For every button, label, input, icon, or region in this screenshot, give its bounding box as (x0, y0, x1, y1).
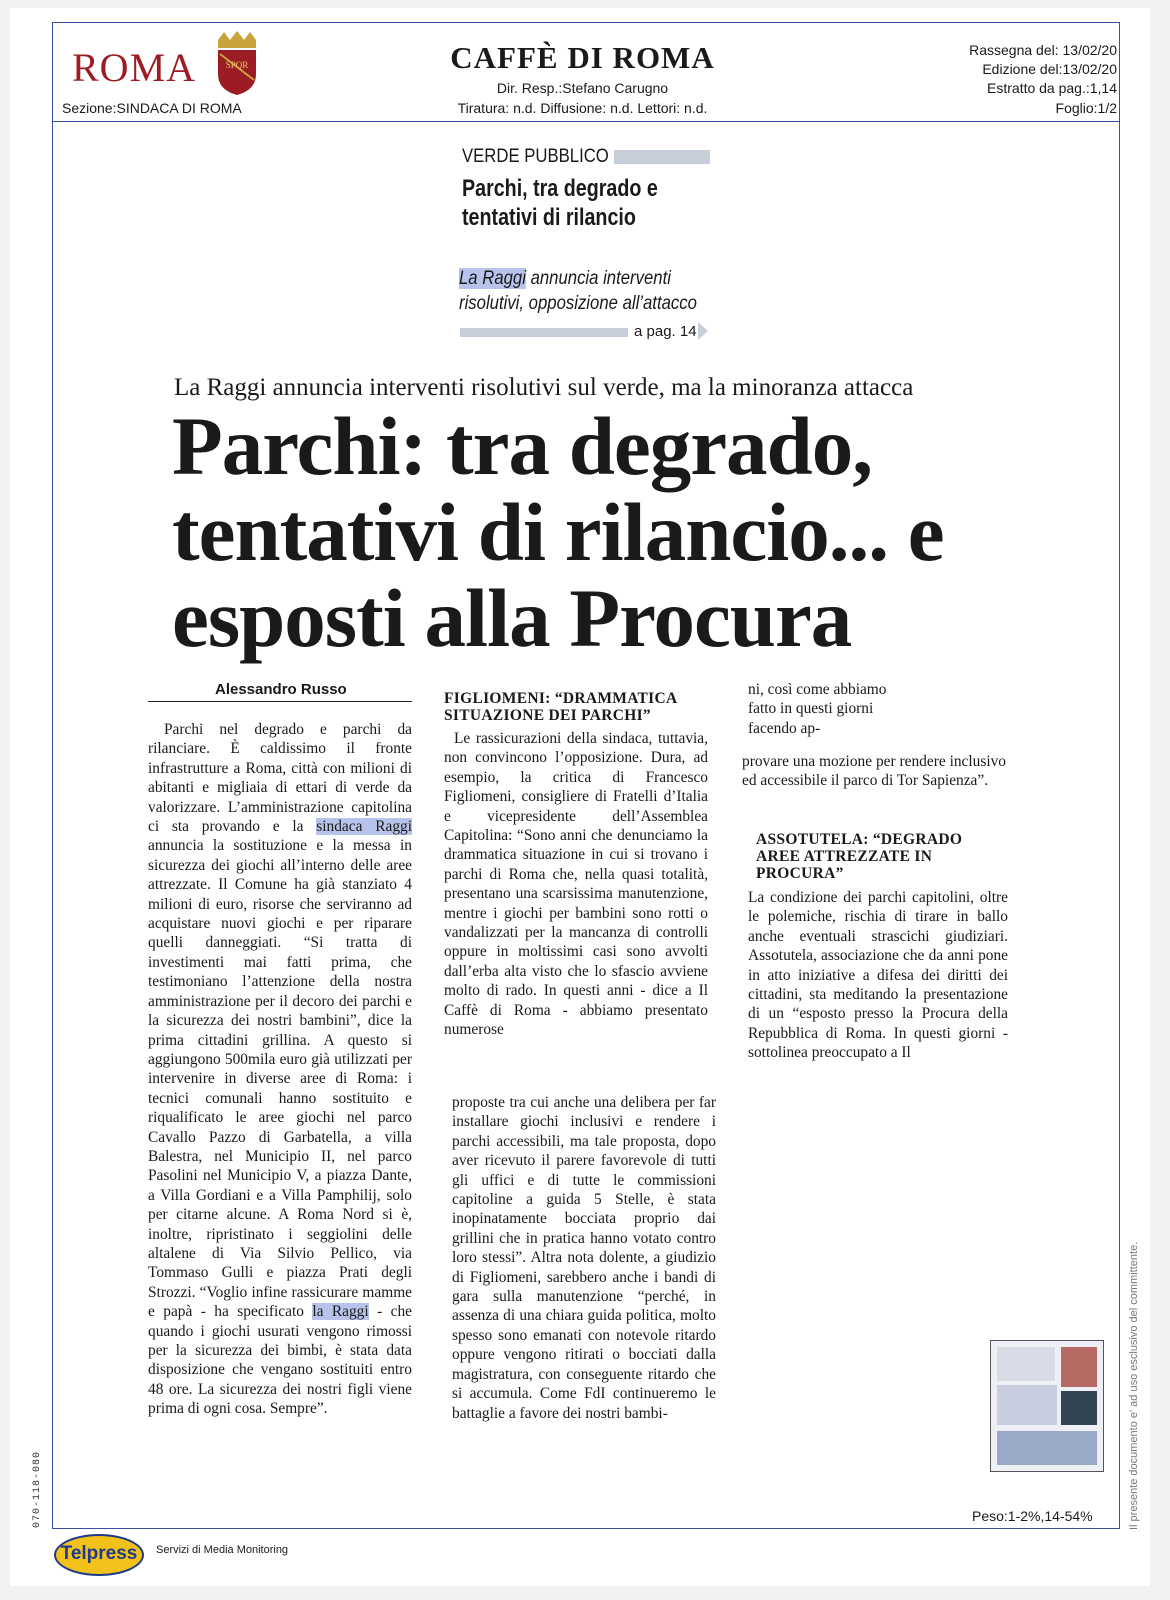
rassegna-date: Rassegna del: 13/02/20 (969, 42, 1117, 58)
headline-line2: tentativi di rilancio... e (172, 486, 944, 578)
col1-highlight-sindaca: sindaca Raggi (316, 818, 412, 836)
page-ref: a pag. 14 (634, 323, 697, 340)
teaser-kicker-bar (614, 150, 710, 164)
teaser-title-line2: tentativi di rilancio (462, 204, 636, 231)
col1-text-a: Parchi nel degrado e parchi da rilanciare. È caldissimo il fronte infrastrutture a Roma, città con milioni di abitanti e migliaia di ettari di verde da valorizzare. L’amministrazione capitolina ci sta provando e la (148, 721, 412, 836)
col3-text-b: provare una mozione per rendere inclusivo ed accessibile il parco di Tor Sapienza”. (742, 753, 1006, 790)
col3-text-c: La condizione dei parchi capitolini, oltre le polemiche, rischia di tirare in ballo anche eventuali strascichi giudiziari. Assotutela, associazione che da anni pone in atto iniziative a difesa dei diritti dei cittadini, sta meditando la presentazione di un “esposto presso la Procura della Repubblica di Roma. In questi giorni - sottolinea preoccupato a Il (748, 889, 1008, 1062)
masthead-title: CAFFÈ DI ROMA (450, 40, 715, 75)
teaser-sub-line2: risolutivi, opposizione all’attacco (459, 293, 697, 314)
article-overhead: La Raggi annuncia interventi risolutivi sul verde, ma la minoranza attacca (174, 374, 914, 401)
teaser-subtitle (459, 266, 723, 316)
circulation-line: Tiratura: n.d. Diffusione: n.d. Lettori: n.d. (457, 100, 708, 116)
byline: Alessandro Russo (215, 681, 347, 698)
service-label: Servizi di Media Monitoring (156, 1544, 289, 1556)
page-thumbnail (990, 1340, 1104, 1472)
section-label: Sezione:SINDACA DI ROMA (62, 100, 242, 116)
teaser-kicker: VERDE PUBBLICO (462, 146, 609, 167)
headline-line1: Parchi: tra degrado, (172, 400, 872, 492)
column-3-mid (742, 752, 1006, 791)
column-1 (148, 720, 412, 1419)
article-headline (172, 400, 1052, 664)
teaser-highlight: La Raggi (459, 268, 526, 289)
telpress-logo: Telpress (54, 1534, 144, 1576)
byline-rule (148, 701, 412, 702)
col1-highlight-raggi: la Raggi (312, 1303, 369, 1321)
document-code: 070-118-080 (32, 1450, 43, 1528)
teaser-title-line1: Parchi, tra degrado e (462, 175, 658, 202)
teaser-sub-rest: annuncia interventi (525, 268, 671, 289)
column-3-bottom (748, 888, 1008, 1063)
column-3-top (748, 680, 908, 738)
section-heading-assotutela: ASSOTUTELA: “DEGRADO AREE ATTREZZATE IN PROCURA” (756, 831, 963, 882)
col1-text-b: annuncia la sostituzione e la messa in sicurezza dei giochi all’interno delle aree attrezzate. Il Comune ha già stanziato 4 milioni di euro, risorse che serviranno ad acquistare nuovi giochi e per riparare quelli danneggiati. “Si tratta di investimenti mai fatti prima, che testimoniano l’attenzione della nostra amministrazione per il decoro dei parchi e la sicurezza dei nostri bambini”, dice la prima cittadini grillina. A questo si aggiungono 500mila euro già utilizzati per intervenire in diverse aree di Roma: i tecnici comunali hanno sostituito e riqualificato le aree giochi nel parco Cavallo Pazzo di Garbatella, a villa Balestra, nel Municipio II, nel parco Pasolini nel Municipio V, a piazza Dante, a Villa Gordiani e a Villa Pamphilij, solo per citarne alcune. A Roma Nord si è, inoltre, ripristinato i seggiolini delle altalene di Via Silvio Pellico, via Tommaso Gulli e piazza Prati degli Strozzi. “Voglio infine rassicurare mamme e papà - ha specificato (148, 837, 412, 1321)
col1-text-c: - che quando i giochi usurati vengono rimossi per la sicurezza dei bimbi, è stata data disposizione che vengano sostituiti entro 48 ore. La sicurezza dei nostri figli viene prima di ogni cosa. Sempre”. (148, 1303, 412, 1418)
peso-label: Peso:1-2%,14-54% (972, 1508, 1093, 1524)
col3-text-a: ni, così come abbiamo fatto in questi giorni facendo ap- (748, 681, 887, 737)
director-line: Dir. Resp.:Stefano Carugno (496, 80, 669, 96)
edizione-date: Edizione del:13/02/20 (982, 61, 1117, 77)
col2-text-b: proposte tra cui anche una delibera per far installare giochi inclusivi e rendere i parchi accessibili, ma tale proposta, dopo aver ricevuto il parere favorevole di tutti gli uffici e di tutte le commissioni capitoline a guida 5 Stelle, è stata inopinatamente bocciata proprio dai grillini che in pratica hanno votato contro loro stessi”. Altra nota dolente, a giudizio di Figliomeni, sarebbero anche i bandi di gara sulla manutenzione “perché, in assenza di una chiara guida politica, molto spesso sono emanati con notevole ritardo oppure vengono ritirati o bocciati dalla magistratura, con conseguente ritardo che si accumula. Come FdI continueremo le battaglie a favore dei nostri bambi- (452, 1094, 716, 1422)
page-ref-bar (460, 328, 628, 337)
foglio-number: Foglio:1/2 (1055, 100, 1117, 116)
header-divider (52, 121, 1120, 122)
crest-letters: SPQR (225, 60, 249, 70)
estratto-pages: Estratto da pag.:1,14 (987, 80, 1117, 96)
column-2-top (444, 729, 708, 1040)
headline-line3: esposti alla Procura (172, 572, 852, 664)
roma-logo-text: ROMA (72, 45, 197, 90)
section-heading-figliomeni: FIGLIOMENI: “DRAMMATICA SITUAZIONE DEI PARCHI” (444, 690, 677, 724)
teaser-title (462, 174, 692, 232)
page-ref-arrow-icon (698, 322, 708, 340)
col2-text-a: Le rassicurazioni della sindaca, tuttavia, non convincono l’opposizione. Dura, ad esempio, la critica di Francesco Figliomeni, consigliere di Fratelli d’Italia e vicepresidente dell’Assemblea Capitolina: “Sono anni che denunciamo la drammatica situazione in cui si trovano i parchi di Roma che, nella quasi totalità, presentano una scarsissima manutenzione, mentre i giochi per bambini sono rotti o vandalizzati per la mancanza di controlli oppure in moltissimi casi sono avvolti dall’erba alta visto che lo sfascio avviene molto di rado. In questi anni - dice a Il Caffè di Roma - abbiamo presentato numerose (444, 730, 708, 1039)
column-2-bottom (452, 1093, 716, 1423)
vertical-notice: Il presente documento e' ad uso esclusivo del committente. (1128, 1241, 1140, 1530)
roma-crest-icon (214, 30, 260, 96)
